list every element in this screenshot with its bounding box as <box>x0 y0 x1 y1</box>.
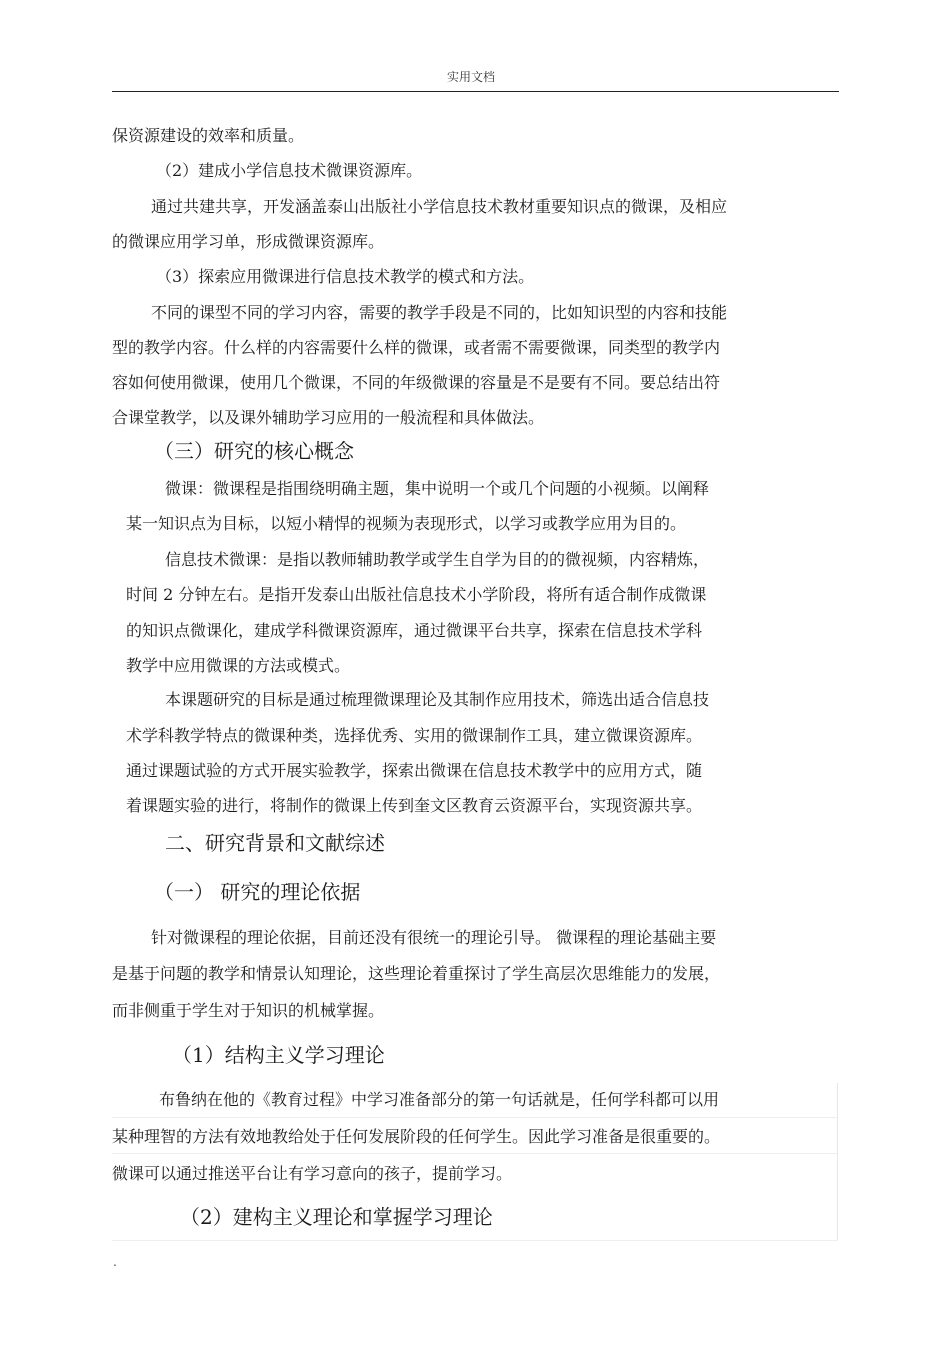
paragraph-line: 合课堂教学，以及课外辅助学习应用的一般流程和具体做法。 <box>112 408 545 427</box>
footer-mark: . <box>113 1255 117 1269</box>
header-rule <box>112 91 839 92</box>
text-box-divider <box>112 1240 838 1241</box>
section-heading: （三）研究的核心概念 <box>154 439 354 463</box>
text-box-divider <box>112 1117 838 1118</box>
paragraph-line: 术学科教学特点的微课种类，选择优秀、实用的微课制作工具，建立微课资源库。 <box>126 726 703 745</box>
paragraph-line: 是基于问题的教学和情景认知理论，这些理论着重探讨了学生高层次思维能力的发展， <box>112 964 721 983</box>
paragraph-line: 不同的课型不同的学习内容，需要的教学手段是不同的，比如知识型的内容和技能 <box>151 303 728 322</box>
paragraph-line: 某一知识点为目标，以短小精悍的视频为表现形式，以学习或教学应用为目的。 <box>126 514 687 533</box>
paragraph-line: 某种理智的方法有效地教给处于任何发展阶段的任何学生。因此学习准备是很重要的。 <box>112 1127 721 1146</box>
page-header-title: 实用文档 <box>447 70 496 84</box>
section-heading: 二、研究背景和文献综述 <box>165 831 385 855</box>
paragraph-line: 教学中应用微课的方法或模式。 <box>126 656 351 675</box>
list-item-heading: （2）建成小学信息技术微课资源库。 <box>156 161 423 180</box>
paragraph-line: 信息技术微课：是指以教师辅助教学或学生自学为目的的微视频，内容精炼， <box>165 550 710 569</box>
paragraph-line: 通过共建共享，开发涵盖泰山出版社小学信息技术教材重要知识点的微课，及相应 <box>151 197 728 216</box>
paragraph-line: 的微课应用学习单，形成微课资源库。 <box>112 232 385 251</box>
paragraph-line: 容如何使用微课，使用几个微课，不同的年级微课的容量是不是要有不同。要总结出符 <box>112 373 721 392</box>
paragraph-line: 本课题研究的目标是通过梳理微课理论及其制作应用技术，筛选出适合信息技 <box>165 690 710 709</box>
paragraph-line: 通过课题试验的方式开展实验教学，探索出微课在信息技术教学中的应用方式，随 <box>126 761 703 780</box>
paragraph-line: 微课可以通过推送平台让有学习意向的孩子，提前学习。 <box>112 1164 513 1183</box>
paragraph-line: 型的教学内容。什么样的内容需要什么样的微课，或者需不需要微课，同类型的教学内 <box>112 338 721 357</box>
paragraph-line: 布鲁纳在他的《教育过程》中学习准备部分的第一句话就是，任何学科都可以用 <box>159 1090 720 1109</box>
text-box-border <box>837 1083 838 1241</box>
subsection-heading: （2）建构主义理论和掌握学习理论 <box>180 1205 493 1229</box>
subsection-heading: （1）结构主义学习理论 <box>172 1043 385 1067</box>
list-item-heading: （3）探索应用微课进行信息技术教学的模式和方法。 <box>156 267 535 286</box>
subsection-heading: （一） 研究的理论依据 <box>154 880 361 904</box>
paragraph-line: 的知识点微课化，建成学科微课资源库，通过微课平台共享，探索在信息技术学科 <box>126 621 703 640</box>
paragraph-line: 微课：微课程是指围绕明确主题，集中说明一个或几个问题的小视频。以阐释 <box>165 479 710 498</box>
paragraph-line: 时间 2 分钟左右。是指开发泰山出版社信息技术小学阶段，将所有适合制作成微课 <box>126 585 707 604</box>
paragraph-line: 保资源建设的效率和质量。 <box>112 126 305 145</box>
paragraph-line: 而非侧重于学生对于知识的机械掌握。 <box>112 1001 385 1020</box>
paragraph-line: 针对微课程的理论依据，目前还没有很统一的理论引导。 微课程的理论基础主要 <box>151 928 717 947</box>
text-box-divider <box>112 1153 838 1154</box>
paragraph-line: 着课题实验的进行，将制作的微课上传到奎文区教育云资源平台，实现资源共享。 <box>126 796 703 815</box>
